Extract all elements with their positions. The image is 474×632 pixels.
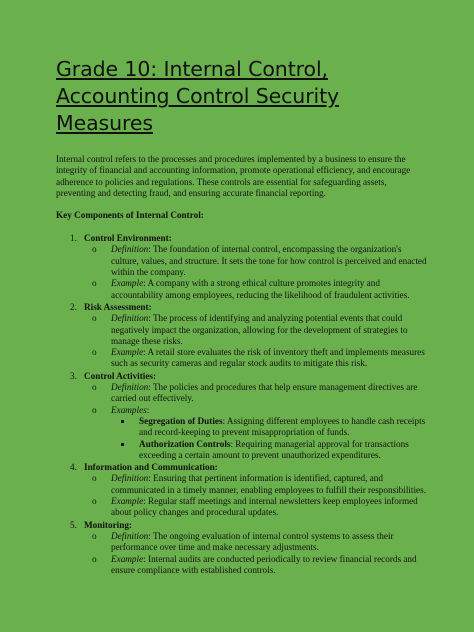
example-item: [84, 278, 428, 301]
item-number: 4.: [70, 462, 77, 473]
example-item: [84, 347, 428, 370]
component-title: Control Environment:: [84, 233, 172, 244]
component-title: Information and Communication:: [84, 462, 218, 473]
definition-text: : Ensuring that pertinent information is identified, captured, and communicated in a timely manner, enabling employees to fulfill their responsibilities.: [111, 473, 426, 495]
definition-item: [84, 313, 428, 347]
circle-bullet-icon: o: [92, 473, 97, 484]
sub-example-list: [111, 416, 428, 461]
sub-example-authorization: [111, 439, 428, 462]
list-item-information-communication: [56, 462, 428, 518]
definition-label: Definition: [111, 530, 149, 541]
sub-list: [84, 244, 428, 300]
circle-bullet-icon: o: [92, 382, 97, 393]
examples-text: :: [146, 404, 150, 415]
sub-example-label: Authorization Controls: [139, 438, 231, 449]
definition-text: : The ongoing evaluation of internal control systems to assess their performance over time and make necessary adjustments.: [111, 530, 394, 553]
definition-item: [84, 244, 428, 278]
circle-bullet-icon: o: [92, 278, 97, 289]
circle-bullet-icon: o: [92, 313, 97, 324]
sub-list: [84, 531, 428, 576]
sub-list: [84, 313, 428, 369]
example-label: Example: [111, 553, 144, 564]
sub-list: [84, 382, 428, 461]
list-item-risk-assessment: [56, 302, 428, 370]
intro-paragraph: Internal control refers to the processes and procedures implemented by a business to ensure the integrity of financial and accounting information, promote operational efficiency, and encourage adherence to policies and regulations. These controls are essential for safeguarding assets, preventing and detecting fraud, and ensuring accurate financial reporting.: [56, 154, 411, 198]
definition-text: : The policies and procedures that help ensure management directives are carried out effectively.: [111, 382, 418, 404]
sub-example-text: : Assigning different employees to handle cash receipts and record-keeping to prevent misappropriation of funds.: [139, 415, 426, 438]
definition-text: : The process of identifying and analyzing potential events that could negatively impact the organization, allowing for the development of strategies to manage these risks.: [111, 313, 408, 346]
key-components-heading: Key Components of Internal Control:: [56, 210, 204, 221]
page-title: Grade 10: Internal Control, Accounting Control Security Measures: [56, 57, 340, 135]
definition-label: Definition: [111, 244, 149, 255]
component-title: Monitoring:: [84, 519, 132, 530]
circle-bullet-icon: o: [92, 404, 97, 415]
sub-example-segregation: [111, 416, 428, 439]
example-text: : Internal audits are conducted periodically to review financial records and ensure compliance with established controls.: [111, 553, 417, 575]
list-item-monitoring: [56, 520, 428, 576]
component-title: Risk Assessment:: [84, 301, 152, 312]
definition-label: Definition: [111, 473, 149, 484]
component-title: Control Activities:: [84, 370, 157, 381]
item-number: 1.: [70, 233, 77, 244]
circle-bullet-icon: o: [92, 244, 97, 255]
sub-example-text: : Requiring managerial approval for transactions exceeding a certain amount to prevent unauthorized expenditures.: [139, 438, 409, 460]
definition-item: [84, 531, 428, 554]
circle-bullet-icon: o: [92, 553, 97, 564]
example-label: Example: [111, 496, 144, 507]
sub-example-label: Segregation of Duties: [139, 415, 223, 426]
square-bullet-icon: [121, 443, 124, 446]
examples-label: Examples: [111, 404, 147, 415]
components-list: [56, 233, 428, 576]
definition-text: : The foundation of internal control, encompassing the organization's culture, values, and structure. It sets the tone for how control is perceived and enacted within the company.: [111, 244, 427, 278]
square-bullet-icon: [121, 420, 124, 423]
definition-label: Definition: [111, 313, 149, 324]
list-item-control-activities: [56, 371, 428, 461]
definition-item: [84, 473, 428, 496]
item-number: 5.: [70, 519, 77, 530]
definition-label: Definition: [111, 382, 149, 393]
definition-item: [84, 382, 428, 405]
example-item: [84, 554, 428, 577]
example-label: Example: [111, 347, 144, 358]
example-text: : A company with a strong ethical culture promotes integrity and accountability among employees, reducing the likelihood of fraudulent activities.: [111, 278, 410, 300]
example-item: [84, 496, 428, 519]
circle-bullet-icon: o: [92, 530, 97, 541]
example-label: Example: [111, 278, 144, 289]
item-number: 3.: [70, 370, 77, 381]
circle-bullet-icon: o: [92, 347, 97, 358]
example-text: : Regular staff meetings and internal newsletters keep employees informed about policy changes and procedural updates.: [111, 496, 418, 518]
list-item-control-environment: [56, 233, 428, 301]
examples-item: [84, 405, 428, 461]
example-text: : A retail store evaluates the risk of inventory theft and implements measures such as security cameras and regular stock audits to mitigate this risk.: [111, 347, 425, 369]
item-number: 2.: [70, 301, 77, 312]
circle-bullet-icon: o: [92, 496, 97, 507]
sub-list: [84, 473, 428, 518]
